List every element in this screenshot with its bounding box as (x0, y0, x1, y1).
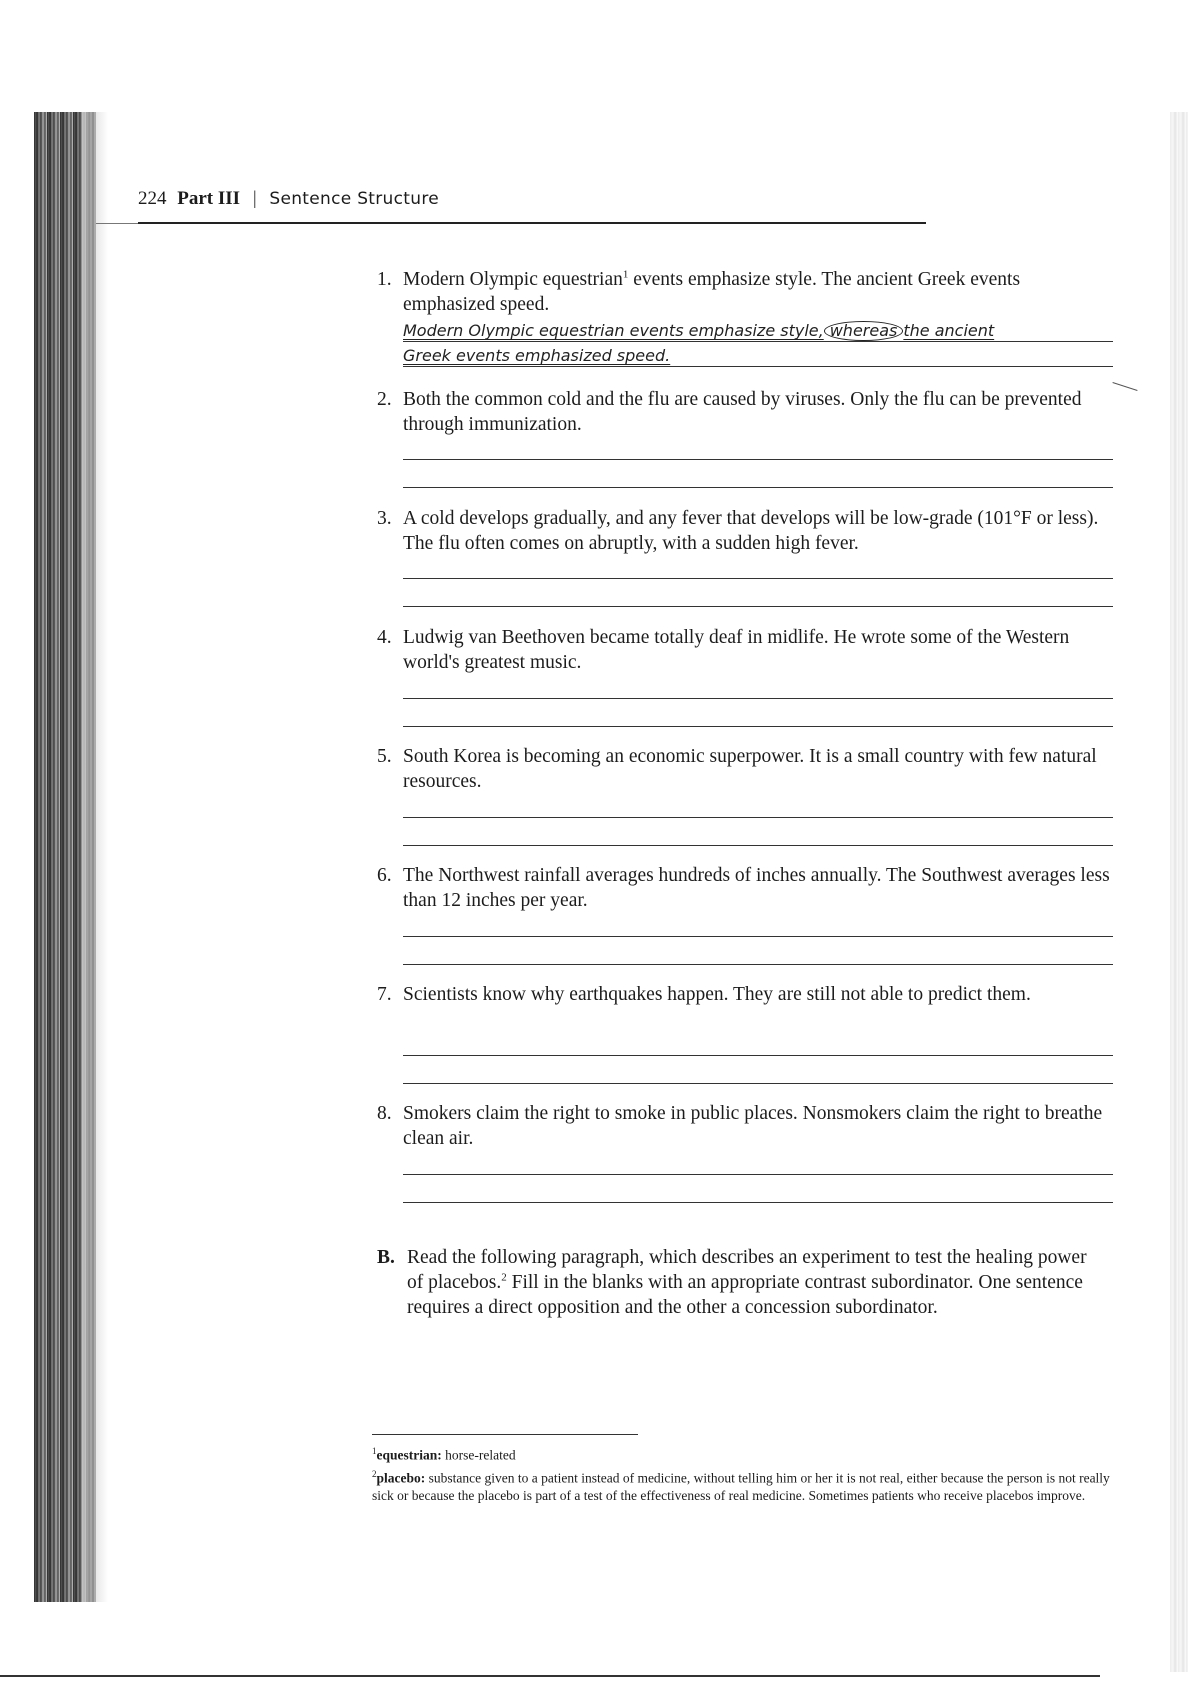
answer-line[interactable] (403, 578, 1113, 579)
answer-line[interactable] (403, 845, 1113, 846)
part-b-instructions (377, 1245, 1107, 1320)
answer-line[interactable] (403, 936, 1113, 937)
handwritten-answer-line-1: Modern Olympic equestrian events emphasize style, whereas the ancient (403, 321, 995, 340)
exercise-item-8 (377, 1101, 1113, 1151)
exercise-item-7 (377, 982, 1113, 1007)
footnote-ref-2: 2 (501, 1271, 507, 1284)
exercise-number: 7. (377, 984, 392, 1005)
exercise-text: The Northwest rainfall averages hundreds of inches annually. The Southwest averages less than 12 inches per year. (403, 865, 1110, 911)
exercise-number: 8. (377, 1103, 392, 1124)
answer-line (403, 366, 1113, 367)
exercise-number: 3. (377, 508, 392, 529)
answer-line[interactable] (403, 1202, 1113, 1203)
header-separator: | (252, 188, 257, 209)
exercise-text: Scientists know why earthquakes happen. They are still not able to predict them. (403, 984, 1031, 1005)
section-title: Sentence Structure (269, 189, 439, 209)
handwritten-answer-line-2: Greek events emphasized speed. (403, 346, 671, 365)
answer-line (403, 341, 1113, 342)
part-b-letter: B. (377, 1247, 395, 1268)
answer-line[interactable] (403, 726, 1113, 727)
answer-line[interactable] (403, 459, 1113, 460)
exercise-text: Both the common cold and the flu are caused by viruses. Only the flu can be prevented through immunization. (403, 389, 1082, 435)
exercise-text: A cold develops gradually, and any fever that develops will be low-grade (101°F or less). The flu often comes on abruptly, with a sudden high fever. (403, 508, 1099, 554)
exercise-number: 4. (377, 627, 392, 648)
page-number: 224 (138, 188, 167, 209)
scan-right-edge (1170, 112, 1188, 1672)
part-label: Part III (177, 188, 241, 209)
exercise-number: 5. (377, 746, 392, 767)
scan-binding-shadow (82, 112, 108, 1602)
footnotes (372, 1442, 1120, 1505)
exercise-item-4 (377, 625, 1113, 675)
circled-subordinator: whereas (824, 321, 904, 341)
exercise-item-2 (377, 387, 1113, 437)
header-rule-extension (96, 223, 138, 224)
answer-line[interactable] (403, 964, 1113, 965)
exercise-item-5 (377, 744, 1113, 794)
scan-bottom-edge (0, 1675, 1100, 1677)
exercise-text: South Korea is becoming an economic superpower. It is a small country with few natural resources. (403, 746, 1097, 792)
page-header (138, 188, 926, 224)
footnote-divider (372, 1434, 638, 1435)
exercise-item-1 (377, 267, 1113, 365)
exercise-number: 1. (377, 269, 392, 290)
exercise-text: Smokers claim the right to smoke in public places. Nonsmokers claim the right to breathe clean air. (403, 1103, 1103, 1149)
part-b-text: Read the following paragraph, which describes an experiment to test the healing power of placebos.$^2$ Fill in the blanks with an appropriate contrast subordinator. One sentence requires a direct opposition and the other a concession subordinator. (407, 1247, 1087, 1318)
answer-line[interactable] (403, 1083, 1113, 1084)
exercise-text: Modern Olympic equestrian$^1$ events emphasize style. The ancient Greek events emphasized speed. (403, 268, 1021, 315)
footnote-1: $^1$equestrian: horse-related (372, 1446, 516, 1463)
exercise-number: 2. (377, 389, 392, 410)
answer-line[interactable] (403, 698, 1113, 699)
exercise-item-3 (377, 506, 1113, 556)
answer-line[interactable] (403, 1055, 1113, 1056)
pencil-margin-mark (1112, 382, 1137, 391)
exercise-item-6 (377, 863, 1113, 913)
answer-line[interactable] (403, 817, 1113, 818)
exercise-number: 6. (377, 865, 392, 886)
exercise-text: Ludwig van Beethoven became totally deaf in midlife. He wrote some of the Western world's greatest music. (403, 627, 1070, 673)
footnote-ref-1: 1 (622, 268, 629, 281)
answer-line[interactable] (403, 1174, 1113, 1175)
answer-line[interactable] (403, 487, 1113, 488)
answer-line[interactable] (403, 606, 1113, 607)
footnote-2: $^2$placebo: substance given to a patient instead of medicine, without telling him or her it is not real, either because the person is not really sick or because the placebo is part of a test of the effectiveness of real medicine. Sometimes patients who receive placebos improve. (372, 1468, 1110, 1503)
